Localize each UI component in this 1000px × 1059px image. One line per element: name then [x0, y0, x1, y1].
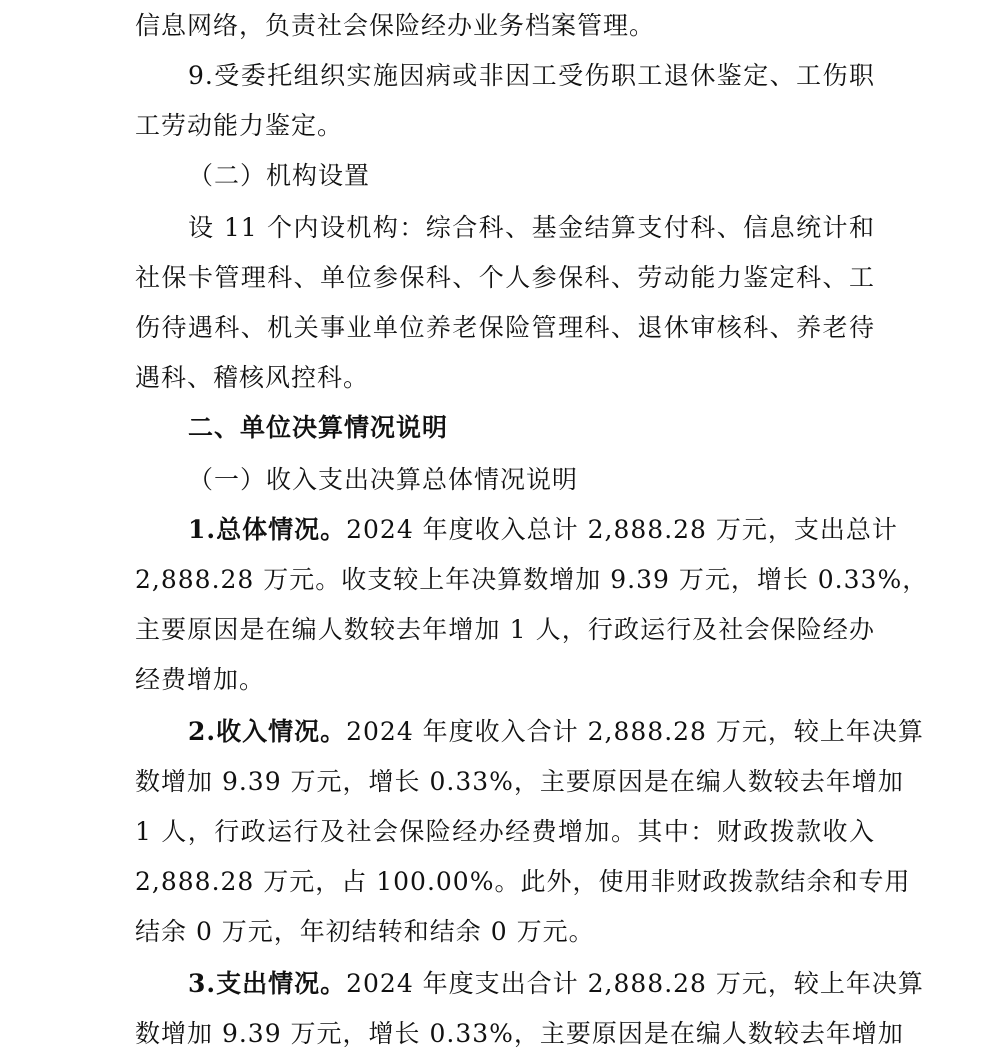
paragraph-text: 2024 年度收入总计 2,888.28 万元，支出总计	[346, 515, 898, 544]
section-heading: 二、单位决算情况说明	[188, 413, 449, 442]
paragraph-lead: 3.支出情况。	[188, 969, 347, 998]
paragraph-line	[188, 712, 924, 752]
paragraph-line: 遇科、稽核风控科。	[135, 363, 370, 392]
paragraph-line: 数增加 9.39 万元，增长 0.33%，主要原因是在编人数较去年增加	[135, 767, 904, 796]
paragraph-line: 9.受委托组织实施因病或非因工受伤职工退休鉴定、工伤职	[188, 61, 875, 90]
paragraph-line: 伤待遇科、机关事业单位养老保险管理科、退休审核科、养老待	[135, 313, 875, 342]
paragraph-line: 社保卡管理科、单位参保科、个人参保科、劳动能力鉴定科、工	[135, 263, 875, 292]
paragraph-line	[188, 964, 924, 1004]
paragraph-text: 2024 年度支出合计 2,888.28 万元，较上年决算	[346, 969, 924, 998]
paragraph-line: 工劳动能力鉴定。	[135, 111, 344, 140]
section-heading: （二）机构设置	[188, 161, 371, 190]
paragraph-line: 经费增加。	[135, 665, 266, 694]
paragraph-line: 信息网络，负责社会保险经办业务档案管理。	[135, 11, 656, 40]
paragraph-lead: 1.总体情况。	[188, 515, 347, 544]
paragraph-line: 1 人，行政运行及社会保险经办经费增加。其中：财政拨款收入	[135, 817, 875, 846]
paragraph-line: 设 11 个内设机构：综合科、基金结算支付科、信息统计和	[188, 213, 875, 242]
paragraph-line: 2,888.28 万元，占 100.00%。此外，使用非财政拨款结余和专用	[135, 867, 911, 896]
paragraph-text: 2024 年度收入合计 2,888.28 万元，较上年决算	[346, 717, 924, 746]
paragraph-line: 2,888.28 万元。收支较上年决算数增加 9.39 万元，增长 0.33%，	[135, 565, 929, 594]
paragraph-line: 主要原因是在编人数较去年增加 1 人，行政运行及社会保险经办	[135, 615, 875, 644]
paragraph-line: 结余 0 万元，年初结转和结余 0 万元。	[135, 917, 595, 946]
paragraph-line: 数增加 9.39 万元，增长 0.33%，主要原因是在编人数较去年增加	[135, 1019, 904, 1048]
section-heading: （一）收入支出决算总体情况说明	[188, 465, 579, 494]
paragraph-line	[188, 510, 898, 550]
paragraph-lead: 2.收入情况。	[188, 717, 347, 746]
